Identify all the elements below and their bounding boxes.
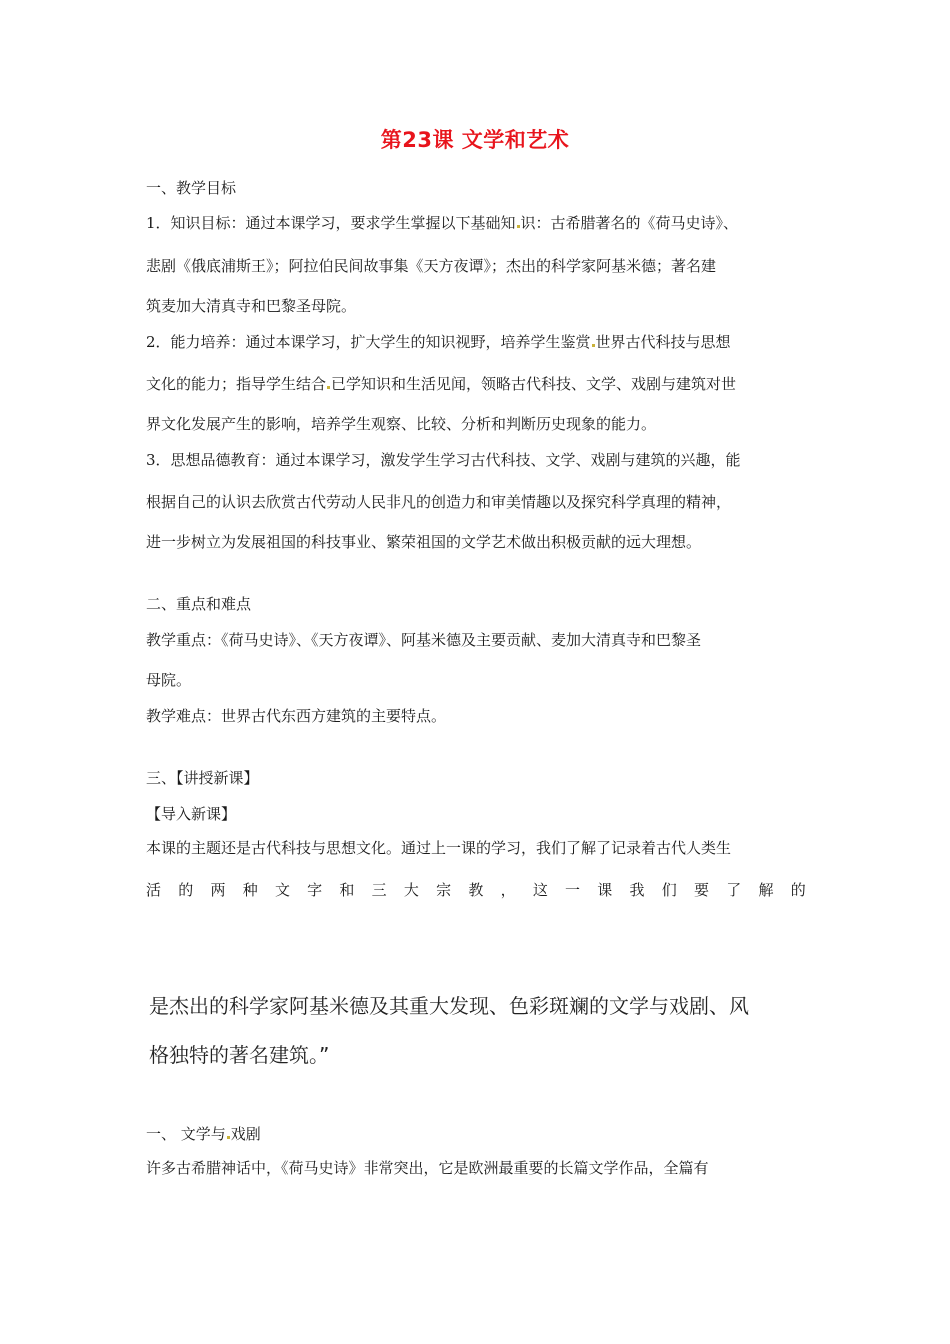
intro-line2-char: 解 — [758, 881, 774, 899]
goal1-text-a: 1．知识目标：通过本课学习，要求学生掌握以下基础知 — [146, 214, 516, 232]
goal2-line3: 界文化发展产生的影响，培养学生观察、比较、分析和判断历史现象的能力。 — [146, 415, 657, 433]
intro-line2-char: 文 — [274, 881, 290, 899]
literature-line1: 许多古希腊神话中，《荷马史诗》非常突出，它是欧洲最重要的长篇文学作品，全篇有 — [146, 1159, 709, 1177]
goal2-line2-text-a: 文化的能力；指导学生结合 — [146, 375, 327, 393]
intro-line2-char: 一 — [565, 881, 581, 899]
intro-line2-char: 和 — [339, 881, 355, 899]
intro-line2-char: 教 — [468, 881, 484, 899]
intro-line2-char: 三 — [371, 881, 387, 899]
intro-line2-char: 课 — [597, 881, 613, 899]
goal1-text-b: 识：古希腊著名的《荷马史诗》、 — [520, 214, 739, 232]
lecture-heading: 三、【讲授新课】 — [146, 769, 259, 787]
goal2-text-a: 2．能力培养：通过本课学习，扩大学生的知识视野，培养学生鉴赏 — [146, 333, 591, 351]
intro-line2-char: 要 — [693, 881, 709, 899]
goal3-line2: 根据自己的认识去欣赏古代劳动人民非凡的创造力和审美情趣以及探究科学真理的精神， — [146, 493, 732, 511]
goal2-line1 — [146, 332, 731, 352]
goal1-line3: 筑麦加大清真寺和巴黎圣母院。 — [146, 297, 357, 315]
intro-line2-char: 两 — [210, 881, 226, 899]
intro-line2 — [146, 880, 806, 900]
goal1-line2: 悲剧《俄底浦斯王》；阿拉伯民间故事集《天方夜谭》；杰出的科学家阿基米德；著名建 — [146, 257, 717, 275]
edit-mark — [592, 344, 595, 347]
difficulty-line: 教学难点：世界古代东西方建筑的主要特点。 — [146, 707, 447, 725]
intro-line2-char: 这 — [532, 881, 548, 899]
intro-line2-char: 活 — [146, 881, 162, 899]
goal2-line2-text-b: 已学知识和生活见闻，领略古代科技、文学、戏剧与建筑对世 — [331, 375, 737, 393]
intro-line2-char: 大 — [403, 881, 419, 899]
intro-line2-char: 我 — [629, 881, 645, 899]
edit-mark — [517, 225, 520, 228]
page-title: 第23课 文学和艺术 — [380, 128, 570, 152]
literature-heading-text-a: 一、 文学与 — [146, 1125, 226, 1143]
intro-line2-char: 宗 — [436, 881, 452, 899]
intro-line2-char: 种 — [242, 881, 258, 899]
key-points-line2: 母院。 — [146, 671, 192, 689]
intro-line1: 本课的主题还是古代科技与思想文化。通过上一课的学习，我们了解了记录着古代人类生 — [146, 839, 732, 857]
goal2-text-b: 世界古代科技与思想 — [595, 333, 731, 351]
goal2-line2 — [146, 374, 736, 394]
goals-heading: 一、教学目标 — [146, 179, 237, 197]
goal3-line1: 3．思想品德教育：通过本课学习，激发学生学习古代科技、文学、戏剧与建筑的兴趣，能 — [146, 451, 741, 469]
intro-line2-char: 们 — [661, 881, 677, 899]
edit-mark — [327, 386, 330, 389]
literature-heading — [146, 1124, 261, 1144]
intro-line2-char: 字 — [307, 881, 323, 899]
key-heading: 二、重点和难点 — [146, 595, 252, 613]
goal1-line1 — [146, 213, 738, 233]
intro-line2-char: 的 — [178, 881, 194, 899]
edit-mark — [227, 1136, 230, 1139]
intro-line2-char: 的 — [790, 881, 806, 899]
intro-line2-char: ， — [500, 881, 516, 899]
large-text-line2: 格独特的著名建筑。” — [149, 1043, 330, 1067]
key-points-line1: 教学重点：《荷马史诗》、《天方夜谭》、阿基米德及主要贡献、麦加大清真寺和巴黎圣 — [146, 631, 702, 649]
large-text-line1: 是杰出的科学家阿基米德及其重大发现、色彩斑斓的文学与戏剧、风 — [149, 994, 749, 1018]
intro-heading: 【导入新课】 — [146, 805, 237, 823]
literature-heading-text-b: 戏剧 — [230, 1125, 261, 1143]
intro-line2-char: 了 — [726, 881, 742, 899]
goal3-line3: 进一步树立为发展祖国的科技事业、繁荣祖国的文学艺术做出积极贡献的远大理想。 — [146, 533, 702, 551]
